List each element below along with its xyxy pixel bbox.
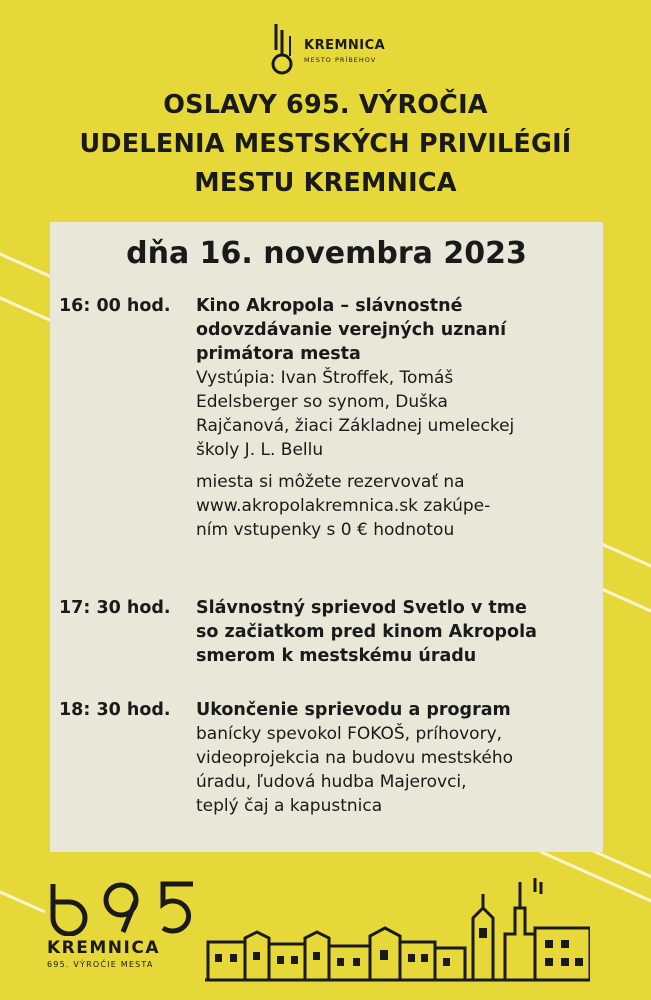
anniversary-name: KREMNICA (47, 938, 160, 958)
kremnica-logo (268, 22, 388, 82)
title-line: odovzdávanie verejných uznaní (196, 320, 507, 340)
title-line: Slávnostný sprievod Svetlo v tme (196, 598, 527, 618)
description-line: videoprojekcia na budovu mestského (196, 748, 514, 768)
program-time: 17: 30 hod. (59, 598, 171, 618)
program-description (196, 722, 601, 818)
decorative-stripe (0, 886, 45, 913)
anniversary-logo (45, 880, 215, 980)
title-line: UDELENIA MESTSKÝCH PRIVILÉGIÍ (79, 129, 572, 159)
title-line: OSLAVY 695. VÝROČIA (163, 90, 488, 120)
program-description (196, 366, 601, 462)
event-date: dňa 16. novembra 2023 (126, 236, 527, 271)
description-line: úradu, ľudová hudba Majerovci, (196, 772, 467, 792)
reservation-note (196, 470, 601, 542)
title-line: so začiatkom pred kinom Akropola (196, 622, 537, 642)
program-title (196, 294, 601, 366)
logo-tagline: MESTO PRÍBEHOV (304, 56, 377, 64)
title-line: MESTU KREMNICA (194, 168, 457, 198)
decorative-stripe (595, 540, 651, 571)
program-time: 16: 00 hod. (59, 296, 171, 316)
note-line: miesta si môžete rezervovať na (196, 472, 465, 492)
description-line: teplý čaj a kapustnica (196, 796, 383, 816)
title-line: primátora mesta (196, 344, 361, 364)
program-title (196, 596, 601, 668)
description-line: banícky spevokol FOKOŠ, príhovory, (196, 724, 503, 744)
anniversary-tagline: 695. VÝROČIE MESTA (47, 960, 154, 969)
title-line: Kino Akropola – slávnostné (196, 296, 463, 316)
program-title (196, 698, 601, 722)
note-line: www.akropolakremnica.sk zakúpe- (196, 496, 491, 516)
page-title (0, 86, 651, 203)
anniversary-number-695 (45, 880, 205, 936)
program-panel (50, 222, 603, 852)
logo-name: KREMNICA (304, 38, 386, 53)
description-line: Rajčanová, žiaci Základnej umeleckej (196, 416, 515, 436)
decorative-stripe (595, 585, 651, 616)
title-line: Ukončenie sprievodu a program (196, 700, 511, 720)
description-line: Vystúpia: Ivan Štroffek, Tomáš (196, 368, 454, 388)
description-line: školy J. L. Bellu (196, 440, 324, 460)
program-time: 18: 30 hod. (59, 700, 171, 720)
title-line: smerom k mestskému úradu (196, 646, 477, 666)
town-skyline-illustration (205, 868, 590, 983)
note-line: ním vstupenky s 0 € hodnotou (196, 520, 455, 540)
kremnica-logo-icon (268, 22, 298, 77)
description-line: Edelsberger so synom, Duška (196, 392, 448, 412)
